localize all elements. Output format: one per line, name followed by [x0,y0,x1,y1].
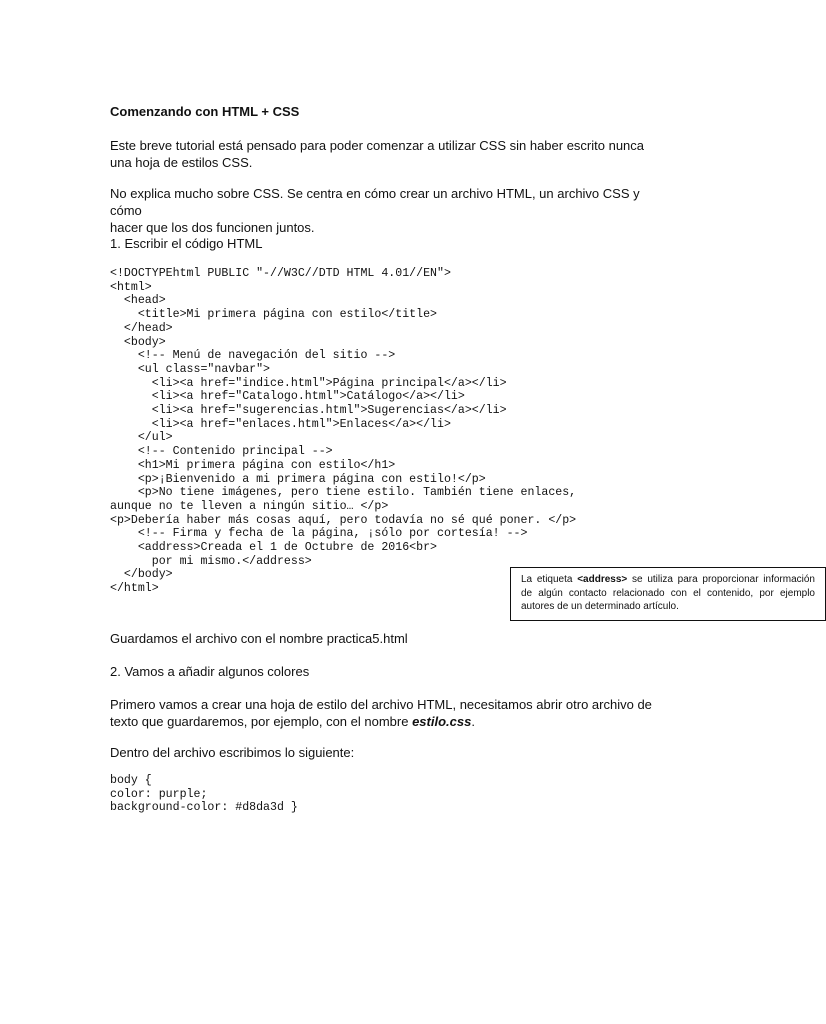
document-title: Comenzando con HTML + CSS [110,104,300,119]
scope-paragraph [110,185,670,236]
saved-file-paragraph: Guardamos el archivo con el nombre practica5.html [110,631,408,646]
stylesheet-line-2 [110,713,670,730]
note-prefix: La etiqueta [521,574,578,585]
section-1-title: 1. Escribir el código HTML [110,236,263,251]
note-suffix: se utiliza para proporcionar información de algún contacto relacionado con el contenido, por ejemplo autores de un determinado artículo. [521,574,815,612]
intro-line-1: Este breve tutorial está pensado para poder comenzar a utilizar CSS sin haber escrito nunca [110,138,645,153]
stylesheet-filename: estilo.css [412,714,472,729]
stylesheet-line-1: Primero vamos a crear una hoja de estilo del archivo HTML, necesitamos abrir otro archivo de [110,697,652,712]
write-following-paragraph: Dentro del archivo escribimos lo siguiente: [110,745,355,760]
stylesheet-paragraph [110,696,670,730]
note-tag: <address> [577,574,628,585]
scope-line-2: hacer que los dos funcionen juntos. [110,220,315,235]
css-code-block: body { color: purple; background-color: #d8da3d } [110,774,298,815]
address-tag-note [510,567,826,621]
intro-paragraph [110,137,670,171]
section-2-title: 2. Vamos a añadir algunos colores [110,664,310,679]
stylesheet-line-2-suffix: . [471,714,475,729]
stylesheet-line-2-prefix: texto que guardaremos, por ejemplo, con el nombre [110,714,413,729]
intro-line-2: una hoja de estilos CSS. [110,155,253,170]
scope-line-1: No explica mucho sobre CSS. Se centra en cómo crear un archivo HTML, un archivo CSS y cómo [110,186,640,218]
html-code-block: <!DOCTYPEhtml PUBLIC "-//W3C//DTD HTML 4.01//EN"> <html> <head> <title>Mi primera página con estilo</title> </head> <body> <!-- Menú de navegación del sitio --> <ul class="navbar"> <li><a href="indice.html">Página principal</a></li> <li><a href="Catalogo.html">Catálogo</a></li> <li><a href="sugerencias.html">Sugerencias</a></li> <li><a href="enlaces.html">Enlaces</a></li> </ul> <!-- Contenido principal --> <h1>Mi primera página con estilo</h1> <p>¡Bienvenido a mi primera página con estilo!</p> <p>No tiene imágenes, pero tiene estilo. También tiene enlaces, aunque no te lleven a ningún sitio… </p> <p>Debería haber más cosas aquí, pero todavía no sé qué poner. </p> <!-- Firma y fecha de la página, ¡sólo por cortesía! --> <address>Creada el 1 de Octubre de 2016<br> por mi mismo.</address> </body> </html> [110,267,577,596]
